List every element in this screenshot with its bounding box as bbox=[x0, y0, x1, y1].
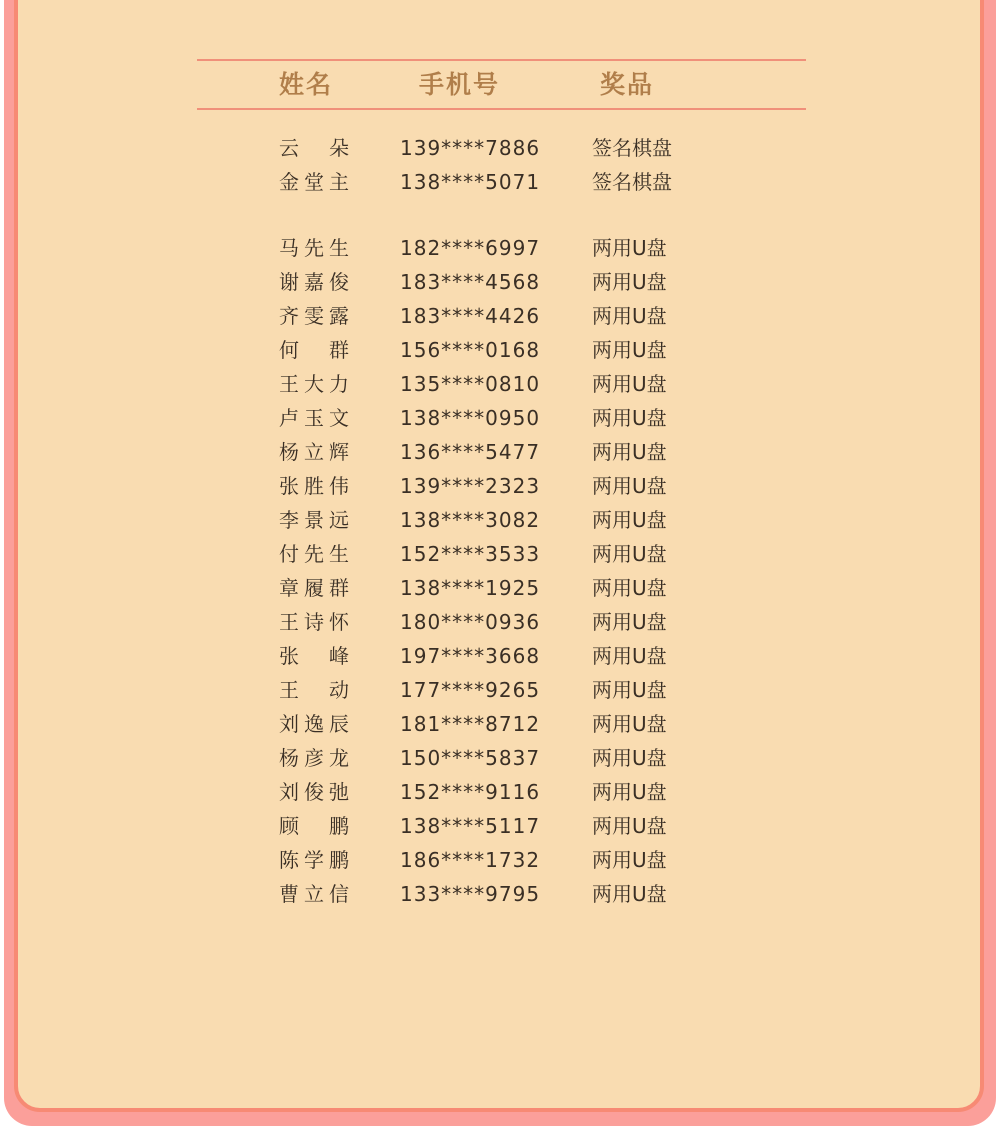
winner-name: 付先生 bbox=[279, 542, 349, 566]
table-row bbox=[0, 367, 1000, 401]
table-row bbox=[0, 775, 1000, 809]
winner-phone: 183****4426 bbox=[400, 304, 541, 328]
winner-name: 云 朵 bbox=[279, 136, 349, 160]
winner-prize: 两用U盘 bbox=[592, 474, 667, 498]
winner-phone: 186****1732 bbox=[400, 848, 541, 872]
table-row bbox=[0, 809, 1000, 843]
winner-name: 王 动 bbox=[279, 678, 349, 702]
winner-prize: 两用U盘 bbox=[592, 576, 667, 600]
winner-phone: 152****3533 bbox=[400, 542, 541, 566]
winner-prize: 两用U盘 bbox=[592, 406, 667, 430]
table-row bbox=[0, 843, 1000, 877]
table-row bbox=[0, 571, 1000, 605]
winner-name: 杨立辉 bbox=[279, 440, 349, 464]
table-row bbox=[0, 741, 1000, 775]
table-row bbox=[0, 265, 1000, 299]
winner-name: 张胜伟 bbox=[279, 474, 349, 498]
table-row bbox=[0, 165, 1000, 199]
winner-phone: 156****0168 bbox=[400, 338, 541, 362]
winner-name: 顾 鹏 bbox=[279, 814, 349, 838]
winner-name: 何 群 bbox=[279, 338, 349, 362]
winner-prize: 两用U盘 bbox=[592, 814, 667, 838]
winner-name: 刘俊弛 bbox=[279, 780, 349, 804]
winner-phone: 139****2323 bbox=[400, 474, 541, 498]
winner-prize: 签名棋盘 bbox=[592, 170, 672, 194]
winner-prize: 两用U盘 bbox=[592, 610, 667, 634]
winner-name: 李景远 bbox=[279, 508, 349, 532]
table-row bbox=[0, 503, 1000, 537]
winner-prize: 两用U盘 bbox=[592, 678, 667, 702]
winner-name: 齐雯露 bbox=[279, 304, 349, 328]
table-row bbox=[0, 707, 1000, 741]
winner-phone: 138****0950 bbox=[400, 406, 541, 430]
winner-name: 刘逸辰 bbox=[279, 712, 349, 736]
winner-prize: 签名棋盘 bbox=[592, 136, 672, 160]
winner-phone: 150****5837 bbox=[400, 746, 541, 770]
winner-phone: 197****3668 bbox=[400, 644, 541, 668]
winner-prize: 两用U盘 bbox=[592, 848, 667, 872]
header-bottom-rule bbox=[197, 108, 806, 110]
winner-phone: 177****9265 bbox=[400, 678, 541, 702]
table-row bbox=[0, 605, 1000, 639]
winner-name: 杨彦龙 bbox=[279, 746, 349, 770]
winner-phone: 138****5117 bbox=[400, 814, 541, 838]
table-row bbox=[0, 537, 1000, 571]
winner-name: 王诗怀 bbox=[279, 610, 349, 634]
table-row bbox=[0, 299, 1000, 333]
table-row bbox=[0, 333, 1000, 367]
winner-name: 谢嘉俊 bbox=[279, 270, 349, 294]
winner-phone: 138****5071 bbox=[400, 170, 541, 194]
winner-phone: 138****1925 bbox=[400, 576, 541, 600]
winner-prize: 两用U盘 bbox=[592, 542, 667, 566]
table-row bbox=[0, 469, 1000, 503]
winner-prize: 两用U盘 bbox=[592, 712, 667, 736]
table-row bbox=[0, 639, 1000, 673]
table-row bbox=[0, 877, 1000, 911]
winner-prize: 两用U盘 bbox=[592, 780, 667, 804]
winner-prize: 两用U盘 bbox=[592, 508, 667, 532]
header-phone: 手机号 bbox=[419, 70, 501, 99]
winner-phone: 135****0810 bbox=[400, 372, 541, 396]
winner-name: 陈学鹏 bbox=[279, 848, 349, 872]
winner-prize: 两用U盘 bbox=[592, 270, 667, 294]
winner-prize: 两用U盘 bbox=[592, 644, 667, 668]
winner-phone: 136****5477 bbox=[400, 440, 541, 464]
header-prize: 奖品 bbox=[600, 70, 655, 99]
winner-phone: 182****6997 bbox=[400, 236, 541, 260]
winner-phone: 152****9116 bbox=[400, 780, 541, 804]
winner-phone: 138****3082 bbox=[400, 508, 541, 532]
winner-prize: 两用U盘 bbox=[592, 236, 667, 260]
winner-prize: 两用U盘 bbox=[592, 440, 667, 464]
winner-name: 金堂主 bbox=[279, 170, 349, 194]
table-row bbox=[0, 401, 1000, 435]
winner-prize: 两用U盘 bbox=[592, 746, 667, 770]
winner-phone: 180****0936 bbox=[400, 610, 541, 634]
header-top-rule bbox=[197, 59, 806, 61]
table-row bbox=[0, 673, 1000, 707]
winner-phone: 181****8712 bbox=[400, 712, 541, 736]
winner-phone: 183****4568 bbox=[400, 270, 541, 294]
table-row bbox=[0, 435, 1000, 469]
table-row bbox=[0, 131, 1000, 165]
winner-prize: 两用U盘 bbox=[592, 304, 667, 328]
winner-prize: 两用U盘 bbox=[592, 338, 667, 362]
header-name: 姓名 bbox=[279, 70, 334, 99]
winner-name: 章履群 bbox=[279, 576, 349, 600]
winner-prize: 两用U盘 bbox=[592, 372, 667, 396]
winner-phone: 133****9795 bbox=[400, 882, 541, 906]
winner-name: 马先生 bbox=[279, 236, 349, 260]
winner-name: 张 峰 bbox=[279, 644, 349, 668]
winner-phone: 139****7886 bbox=[400, 136, 541, 160]
winner-name: 卢玉文 bbox=[279, 406, 349, 430]
winner-name: 王大力 bbox=[279, 372, 349, 396]
winner-prize: 两用U盘 bbox=[592, 882, 667, 906]
table-row bbox=[0, 231, 1000, 265]
winner-name: 曹立信 bbox=[279, 882, 349, 906]
